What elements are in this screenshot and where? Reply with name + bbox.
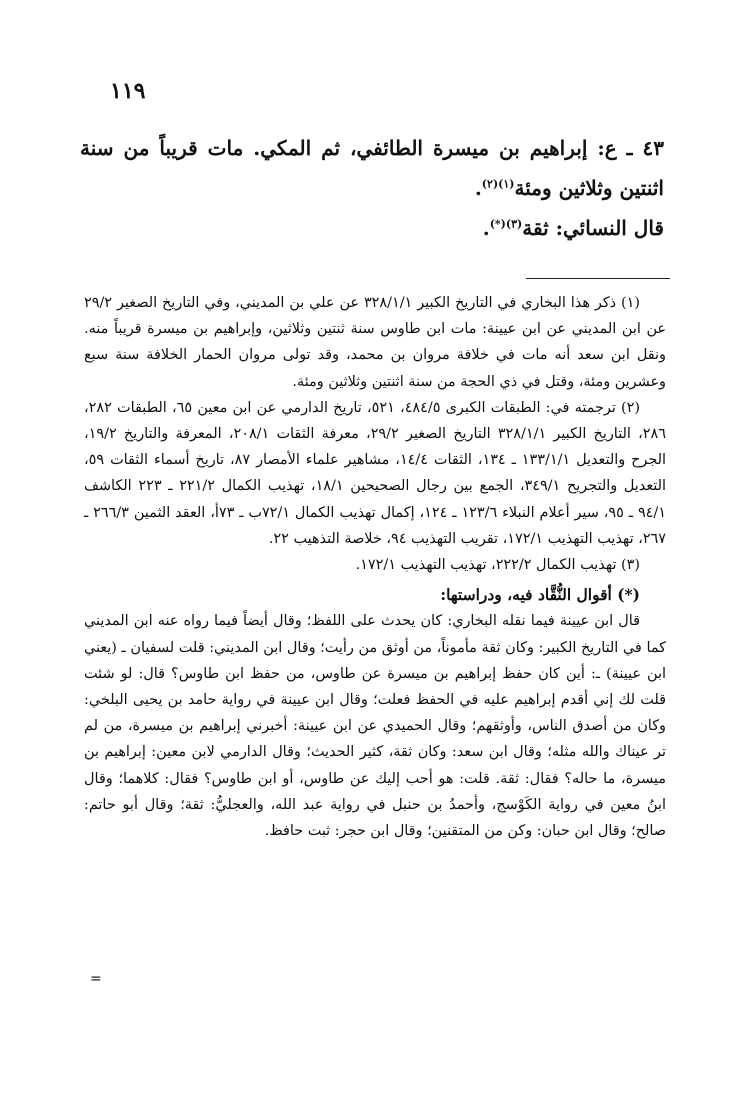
biography-entry [80, 128, 664, 248]
entry-name-text: ٤٣ ـ ع: إبراهيم بن ميسرة الطائفي، ثم المكي. مات قريباً من سنة اثنتين وثلاثين ومئة [80, 136, 664, 200]
period: . [474, 176, 482, 200]
footnote-ref: (١)(٢) [481, 177, 515, 191]
study-text: قال ابن عيينة فيما نقله البخاري: كان يحدث على اللفظ؛ وقال أيضاً فيما رواه عنه ابن المديني كما في التاريخ الكبير: وكان ثقة مأموناً، من أوثق من رأيت؛ وقال ابن المديني: قلت لسفيان ـ (يعني ابن عيينة) ـ: أين كان حفظ إبراهيم بن ميسرة عن طاوس، من حفظ ابن طاوس؟ قال: لو شئت قلت لك إني أقدم إبراهيم عليه في الحفظ فعلت؛ وقال ابن عيينة في رواية حامد بن يحيى البلخي: وكان من أصدق الناس، وأوثقهم؛ وقال الحميدي عن ابن عيينة: أخبرني إبراهيم بن ميسرة، من لم تر عيناك والله مثله؛ وقال ابن سعد: وكان ثقة، كثير الحديث؛ وقال الدارمي لابن معين: إبراهيم بن ميسرة، ما حاله؟ فقال: ثقة. قلت: هو أحب إليك عن طاوس، أو ابن طاوس؟ فقال: كلاهما؛ وقال ابنُ معين في رواية الكَوْسج، وأحمدُ بن حنبل في رواية عبد الله، والعجليُّ: ثقة؛ وقال أبو حاتم: صالح؛ وقال ابن حبان: وكن من المتقنين؛ وقال ابن حجر: ثبت حافظ. [84, 613, 666, 840]
footnote-2: (٢) ترجمته في: الطبقات الكبرى ٤٨٤/٥، ٥٢١، تاريخ الدارمي عن ابن معين ٦٥، الطبقات ٢٨٢، ٢٨٦، التاريخ الكبير ٣٢٨/١/١ التاريخ الصغير ٢٩/٢، معرفة الثقات ٢٠٨/١، المعرفة والتاريخ ١٩/٢، الجرح والتعديل ١٣٣/١/١ ـ ١٣٤، الثقات ١٤/٤، مشاهير علماء الأمصار ٨٧، تاريخ أسماء الثقات ٥٩، التعديل والتجريح ٣٤٩/١، الجمع بين رجال الصحيحين ١٨/١، تهذيب الكمال ٢٢١/٢ ـ ٢٢٣ الكاشف ٩٤/١ ـ ٩٥، سير أعلام النبلاء ١٢٣/٦ ـ ١٢٤، إكمال تهذيب الكمال ٧٢/١ب ـ ٧٣أ، العقد الثمين ٢٦٦/٣ ـ ٢٦٧، تهذيب التهذيب ١٧٢/١، تقريب التهذيب ٩٤، خلاصة التذهيب ٢٢. [84, 399, 667, 547]
period: . [482, 216, 490, 240]
footnote-separator [526, 278, 670, 279]
continuation-mark: = [90, 971, 102, 987]
footnote-ref: (٣)(*) [489, 217, 523, 231]
study-heading: (*) أقوال النُّقَّاد فيه، ودراستها: [440, 585, 640, 605]
entry-verdict-text: قال النسائي: ثقة [522, 216, 664, 240]
entry-verdict-line [80, 208, 664, 248]
footnote-1: (١) ذكر هذا البخاري في التاريخ الكبير ٣٢٨/١/١ عن علي بن المديني، وفي التاريخ الصغير ٢٩/٢ عن ابن المديني عن ابن عيينة: مات ابن طاوس سنة ثنتين وثلاثين، وإبراهيم بن ميسرة قريباً منه. ونقل ابن سعد أنه مات في خلافة مروان بن محمد، وقد تولى مروان الحمار الخلافة سنة سبع وعشرين ومئة، وقتل في ذي الحجة من سنة اثنتين وثلاثين ومئة. [84, 295, 666, 390]
footnote-3: (٣) تهذيب الكمال ٢٢٢/٢، تهذيب التهذيب ١٧٢/١. [355, 557, 640, 574]
study-section [84, 608, 666, 844]
entry-name-line [80, 128, 664, 208]
footnotes [84, 290, 666, 844]
page-number: ١١٩ [110, 78, 146, 104]
